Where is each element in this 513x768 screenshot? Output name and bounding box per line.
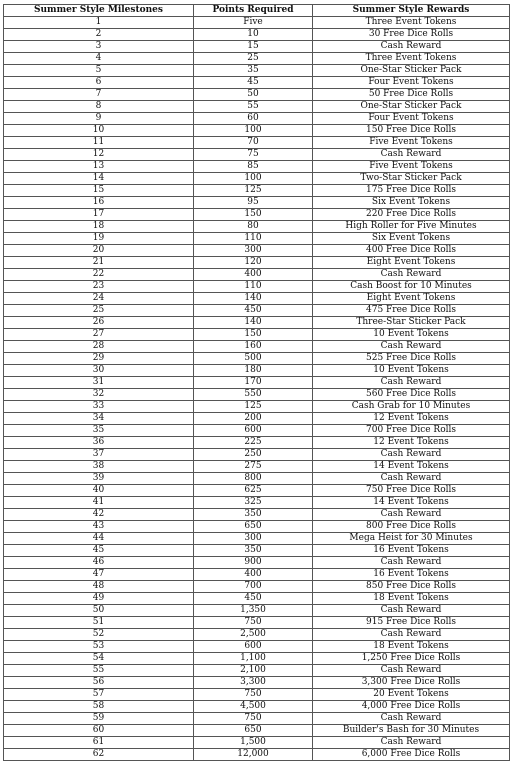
reward-cell: Cash Reward <box>313 149 510 161</box>
table-row <box>4 209 510 221</box>
milestone-cell: 41 <box>4 497 194 509</box>
reward-cell: Cash Reward <box>313 557 510 569</box>
milestone-cell: 62 <box>4 749 194 761</box>
table-body <box>4 17 510 761</box>
table-row <box>4 533 510 545</box>
milestone-cell: 6 <box>4 77 194 89</box>
reward-cell: Cash Reward <box>313 377 510 389</box>
milestone-cell: 4 <box>4 53 194 65</box>
milestone-cell: 43 <box>4 521 194 533</box>
milestone-cell: 60 <box>4 725 194 737</box>
points-cell: 12,000 <box>194 749 313 761</box>
points-cell: 1,100 <box>194 653 313 665</box>
points-cell: 85 <box>194 161 313 173</box>
points-cell: 100 <box>194 125 313 137</box>
reward-cell: 175 Free Dice Rolls <box>313 185 510 197</box>
points-cell: 150 <box>194 329 313 341</box>
points-cell: 250 <box>194 449 313 461</box>
table-row <box>4 665 510 677</box>
reward-cell: Cash Boost for 10 Minutes <box>313 281 510 293</box>
reward-cell: 700 Free Dice Rolls <box>313 425 510 437</box>
milestone-cell: 7 <box>4 89 194 101</box>
points-cell: 200 <box>194 413 313 425</box>
points-cell: 140 <box>194 293 313 305</box>
table-row <box>4 65 510 77</box>
reward-cell: Three Event Tokens <box>313 17 510 29</box>
milestone-cell: 27 <box>4 329 194 341</box>
reward-cell: 12 Event Tokens <box>313 437 510 449</box>
table-row <box>4 425 510 437</box>
reward-cell: 850 Free Dice Rolls <box>313 581 510 593</box>
table-row <box>4 17 510 29</box>
milestone-cell: 59 <box>4 713 194 725</box>
milestone-cell: 30 <box>4 365 194 377</box>
table-row <box>4 137 510 149</box>
points-cell: 625 <box>194 485 313 497</box>
table-row <box>4 89 510 101</box>
reward-cell: Cash Reward <box>313 41 510 53</box>
reward-cell: 10 Event Tokens <box>313 329 510 341</box>
table-row <box>4 341 510 353</box>
milestone-cell: 54 <box>4 653 194 665</box>
reward-cell: 14 Event Tokens <box>313 461 510 473</box>
table-row <box>4 221 510 233</box>
points-cell: 325 <box>194 497 313 509</box>
reward-cell: Cash Reward <box>313 473 510 485</box>
reward-cell: Cash Reward <box>313 509 510 521</box>
table-header <box>4 5 510 17</box>
milestone-cell: 55 <box>4 665 194 677</box>
milestone-cell: 36 <box>4 437 194 449</box>
table-row <box>4 41 510 53</box>
points-cell: 45 <box>194 77 313 89</box>
points-cell: 300 <box>194 533 313 545</box>
table-row <box>4 53 510 65</box>
table-row <box>4 689 510 701</box>
table-row <box>4 113 510 125</box>
table-row <box>4 329 510 341</box>
milestone-cell: 56 <box>4 677 194 689</box>
milestone-cell: 17 <box>4 209 194 221</box>
points-cell: 35 <box>194 65 313 77</box>
points-cell: 550 <box>194 389 313 401</box>
milestone-cell: 5 <box>4 65 194 77</box>
table-row <box>4 557 510 569</box>
table-row <box>4 101 510 113</box>
reward-cell: Five Event Tokens <box>313 137 510 149</box>
table-row <box>4 389 510 401</box>
table-row <box>4 197 510 209</box>
reward-cell: 915 Free Dice Rolls <box>313 617 510 629</box>
reward-cell: Cash Reward <box>313 449 510 461</box>
milestone-cell: 53 <box>4 641 194 653</box>
points-cell: 275 <box>194 461 313 473</box>
table-row <box>4 521 510 533</box>
milestone-cell: 16 <box>4 197 194 209</box>
table-row <box>4 737 510 749</box>
milestone-cell: 1 <box>4 17 194 29</box>
milestone-cell: 12 <box>4 149 194 161</box>
points-cell: 2,500 <box>194 629 313 641</box>
milestone-cell: 42 <box>4 509 194 521</box>
reward-cell: 525 Free Dice Rolls <box>313 353 510 365</box>
table-row <box>4 449 510 461</box>
header-row <box>4 5 510 17</box>
reward-cell: 560 Free Dice Rolls <box>313 389 510 401</box>
reward-cell: 400 Free Dice Rolls <box>313 245 510 257</box>
table-row <box>4 701 510 713</box>
points-cell: 750 <box>194 689 313 701</box>
milestone-cell: 52 <box>4 629 194 641</box>
points-cell: 125 <box>194 185 313 197</box>
table-row <box>4 257 510 269</box>
points-cell: 800 <box>194 473 313 485</box>
milestone-cell: 40 <box>4 485 194 497</box>
table-row <box>4 149 510 161</box>
reward-cell: Four Event Tokens <box>313 113 510 125</box>
points-cell: 650 <box>194 725 313 737</box>
milestone-cell: 22 <box>4 269 194 281</box>
table-row <box>4 353 510 365</box>
table-row <box>4 125 510 137</box>
table-row <box>4 401 510 413</box>
points-cell: 225 <box>194 437 313 449</box>
points-cell: 3,300 <box>194 677 313 689</box>
table-row <box>4 725 510 737</box>
points-cell: 170 <box>194 377 313 389</box>
reward-cell: Five Event Tokens <box>313 161 510 173</box>
reward-cell: Three-Star Sticker Pack <box>313 317 510 329</box>
reward-cell: Mega Heist for 30 Minutes <box>313 533 510 545</box>
reward-cell: 150 Free Dice Rolls <box>313 125 510 137</box>
points-cell: 50 <box>194 89 313 101</box>
milestone-cell: 61 <box>4 737 194 749</box>
milestone-cell: 57 <box>4 689 194 701</box>
table-row <box>4 377 510 389</box>
reward-cell: Cash Reward <box>313 737 510 749</box>
reward-cell: 6,000 Free Dice Rolls <box>313 749 510 761</box>
reward-cell: Four Event Tokens <box>313 77 510 89</box>
table-row <box>4 305 510 317</box>
points-cell: 1,350 <box>194 605 313 617</box>
milestone-cell: 47 <box>4 569 194 581</box>
milestone-cell: 19 <box>4 233 194 245</box>
points-cell: 700 <box>194 581 313 593</box>
points-cell: 160 <box>194 341 313 353</box>
header-points: Points Required <box>194 5 313 17</box>
points-cell: 110 <box>194 281 313 293</box>
points-cell: 500 <box>194 353 313 365</box>
milestone-cell: 28 <box>4 341 194 353</box>
reward-cell: 3,300 Free Dice Rolls <box>313 677 510 689</box>
milestone-cell: 29 <box>4 353 194 365</box>
points-cell: 600 <box>194 425 313 437</box>
points-cell: 10 <box>194 29 313 41</box>
points-cell: 350 <box>194 509 313 521</box>
points-cell: 120 <box>194 257 313 269</box>
table-row <box>4 545 510 557</box>
points-cell: 100 <box>194 173 313 185</box>
milestone-cell: 10 <box>4 125 194 137</box>
milestone-cell: 26 <box>4 317 194 329</box>
table-row <box>4 281 510 293</box>
table-row <box>4 269 510 281</box>
table-row <box>4 293 510 305</box>
points-cell: 55 <box>194 101 313 113</box>
points-cell: 350 <box>194 545 313 557</box>
reward-cell: Two-Star Sticker Pack <box>313 173 510 185</box>
points-cell: 400 <box>194 569 313 581</box>
reward-cell: 12 Event Tokens <box>313 413 510 425</box>
header-rewards: Summer Style Rewards <box>313 5 510 17</box>
points-cell: 450 <box>194 593 313 605</box>
milestone-cell: 46 <box>4 557 194 569</box>
table-row <box>4 713 510 725</box>
points-cell: 60 <box>194 113 313 125</box>
reward-cell: Cash Reward <box>313 665 510 677</box>
points-cell: 450 <box>194 305 313 317</box>
milestone-cell: 3 <box>4 41 194 53</box>
milestone-cell: 58 <box>4 701 194 713</box>
table-row <box>4 185 510 197</box>
reward-cell: Cash Reward <box>313 629 510 641</box>
milestone-cell: 44 <box>4 533 194 545</box>
table-row <box>4 461 510 473</box>
points-cell: 2,100 <box>194 665 313 677</box>
reward-cell: 18 Event Tokens <box>313 641 510 653</box>
table-row <box>4 593 510 605</box>
points-cell: 15 <box>194 41 313 53</box>
milestone-cell: 45 <box>4 545 194 557</box>
reward-cell: One-Star Sticker Pack <box>313 65 510 77</box>
milestone-cell: 39 <box>4 473 194 485</box>
milestone-cell: 31 <box>4 377 194 389</box>
reward-cell: One-Star Sticker Pack <box>313 101 510 113</box>
table-row <box>4 173 510 185</box>
milestone-cell: 48 <box>4 581 194 593</box>
points-cell: 75 <box>194 149 313 161</box>
table-row <box>4 77 510 89</box>
table-row <box>4 29 510 41</box>
reward-cell: 4,000 Free Dice Rolls <box>313 701 510 713</box>
table-row <box>4 365 510 377</box>
milestone-cell: 18 <box>4 221 194 233</box>
reward-cell: Cash Reward <box>313 269 510 281</box>
points-cell: 180 <box>194 365 313 377</box>
milestone-cell: 32 <box>4 389 194 401</box>
milestone-cell: 13 <box>4 161 194 173</box>
table-row <box>4 497 510 509</box>
milestone-cell: 21 <box>4 257 194 269</box>
table-row <box>4 485 510 497</box>
points-cell: 70 <box>194 137 313 149</box>
milestone-cell: 8 <box>4 101 194 113</box>
points-cell: 125 <box>194 401 313 413</box>
reward-cell: 50 Free Dice Rolls <box>313 89 510 101</box>
points-cell: 80 <box>194 221 313 233</box>
reward-cell: Builder's Bash for 30 Minutes <box>313 725 510 737</box>
table-row <box>4 749 510 761</box>
reward-cell: 800 Free Dice Rolls <box>313 521 510 533</box>
reward-cell: 14 Event Tokens <box>313 497 510 509</box>
milestone-cell: 38 <box>4 461 194 473</box>
reward-cell: Eight Event Tokens <box>313 293 510 305</box>
reward-cell: 30 Free Dice Rolls <box>313 29 510 41</box>
milestone-cell: 35 <box>4 425 194 437</box>
table-row <box>4 629 510 641</box>
reward-cell: 16 Event Tokens <box>313 569 510 581</box>
reward-cell: 220 Free Dice Rolls <box>313 209 510 221</box>
milestone-cell: 20 <box>4 245 194 257</box>
points-cell: 600 <box>194 641 313 653</box>
table-row <box>4 617 510 629</box>
milestone-cell: 34 <box>4 413 194 425</box>
points-cell: 4,500 <box>194 701 313 713</box>
reward-cell: 750 Free Dice Rolls <box>313 485 510 497</box>
points-cell: 400 <box>194 269 313 281</box>
header-milestones: Summer Style Milestones <box>4 5 194 17</box>
points-cell: 150 <box>194 209 313 221</box>
reward-cell: 10 Event Tokens <box>313 365 510 377</box>
reward-cell: 20 Event Tokens <box>313 689 510 701</box>
table-row <box>4 569 510 581</box>
table-row <box>4 473 510 485</box>
reward-cell: Six Event Tokens <box>313 197 510 209</box>
milestone-cell: 37 <box>4 449 194 461</box>
table-row <box>4 581 510 593</box>
points-cell: 140 <box>194 317 313 329</box>
milestone-cell: 2 <box>4 29 194 41</box>
points-cell: 300 <box>194 245 313 257</box>
milestone-cell: 50 <box>4 605 194 617</box>
reward-cell: Six Event Tokens <box>313 233 510 245</box>
milestone-cell: 23 <box>4 281 194 293</box>
table-row <box>4 161 510 173</box>
table-row <box>4 509 510 521</box>
points-cell: 110 <box>194 233 313 245</box>
reward-cell: 1,250 Free Dice Rolls <box>313 653 510 665</box>
reward-cell: 475 Free Dice Rolls <box>313 305 510 317</box>
points-cell: 650 <box>194 521 313 533</box>
points-cell: 900 <box>194 557 313 569</box>
milestone-cell: 33 <box>4 401 194 413</box>
milestone-cell: 49 <box>4 593 194 605</box>
milestone-cell: 11 <box>4 137 194 149</box>
points-cell: Five <box>194 17 313 29</box>
points-cell: 95 <box>194 197 313 209</box>
table-row <box>4 653 510 665</box>
points-cell: 1,500 <box>194 737 313 749</box>
table-row <box>4 317 510 329</box>
points-cell: 750 <box>194 617 313 629</box>
table-row <box>4 233 510 245</box>
reward-cell: High Roller for Five Minutes <box>313 221 510 233</box>
table-row <box>4 245 510 257</box>
reward-cell: Cash Grab for 10 Minutes <box>313 401 510 413</box>
reward-cell: Eight Event Tokens <box>313 257 510 269</box>
reward-cell: Cash Reward <box>313 713 510 725</box>
milestones-table <box>3 4 510 761</box>
milestone-cell: 9 <box>4 113 194 125</box>
points-cell: 750 <box>194 713 313 725</box>
reward-cell: 18 Event Tokens <box>313 593 510 605</box>
reward-cell: Cash Reward <box>313 605 510 617</box>
reward-cell: 16 Event Tokens <box>313 545 510 557</box>
table-row <box>4 641 510 653</box>
reward-cell: Cash Reward <box>313 341 510 353</box>
table-row <box>4 413 510 425</box>
points-cell: 25 <box>194 53 313 65</box>
table-row <box>4 677 510 689</box>
table-row <box>4 605 510 617</box>
reward-cell: Three Event Tokens <box>313 53 510 65</box>
milestone-cell: 51 <box>4 617 194 629</box>
milestone-cell: 24 <box>4 293 194 305</box>
milestone-cell: 14 <box>4 173 194 185</box>
milestone-cell: 25 <box>4 305 194 317</box>
table-row <box>4 437 510 449</box>
milestone-cell: 15 <box>4 185 194 197</box>
